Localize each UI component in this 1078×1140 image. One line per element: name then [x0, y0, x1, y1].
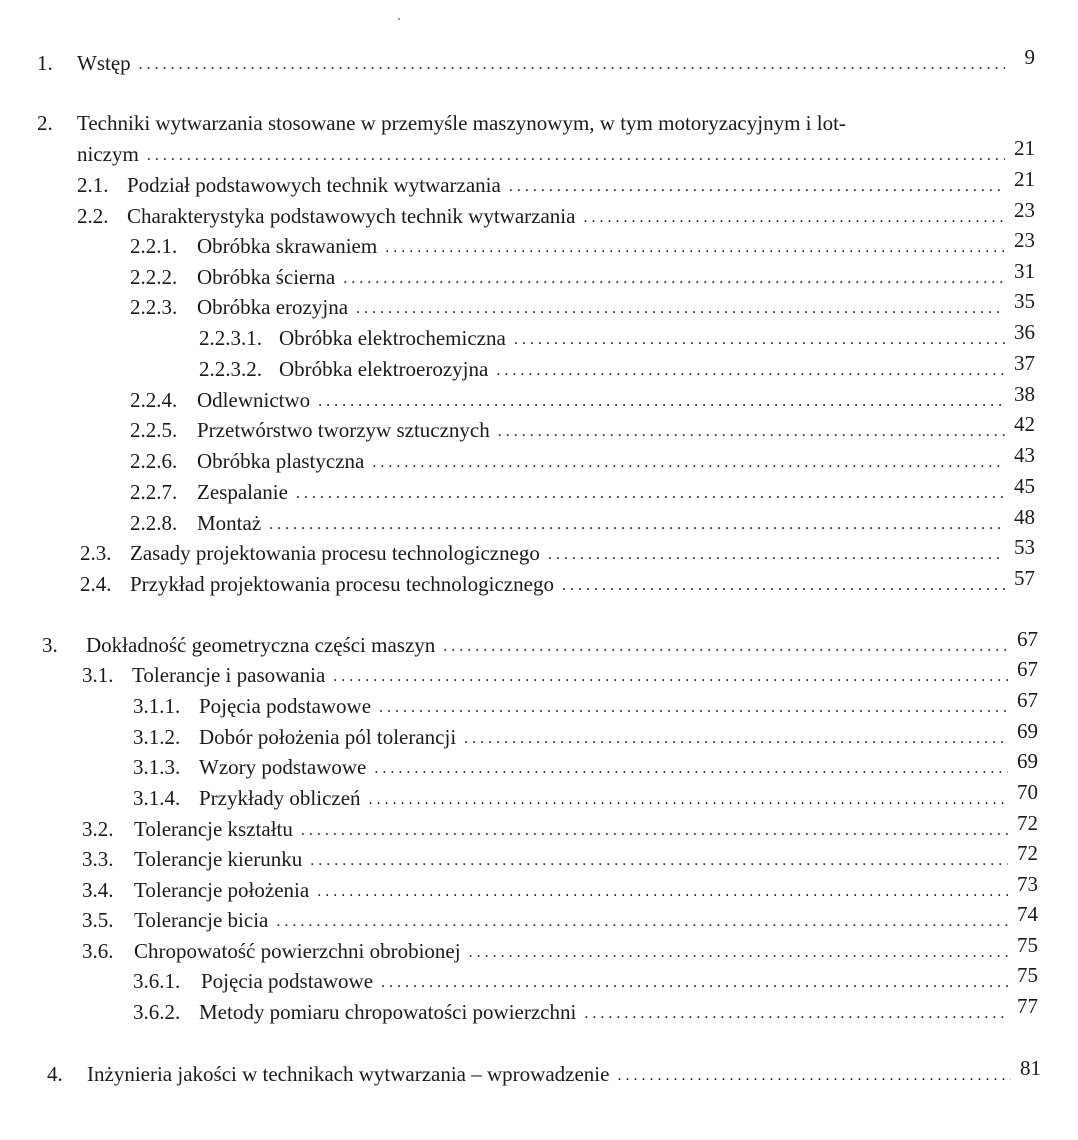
- toc-entry-number: 3.1.: [82, 663, 114, 687]
- dot-leader: [296, 481, 1005, 507]
- toc-entry-number: 3.6.: [82, 939, 114, 963]
- toc-entry-title: Montaż: [197, 511, 262, 535]
- toc-entry-title: Obróbka skrawaniem: [197, 234, 378, 258]
- toc-entry-number: 3.2.: [82, 817, 114, 841]
- toc-entry-page: 73: [1017, 872, 1038, 896]
- toc-entry-title: Techniki wytwarzania stosowane w przemyśle maszynowym, w tym motoryzacyjnym i lot-: [77, 111, 846, 135]
- toc-entry-number: 2.2.7.: [130, 480, 178, 504]
- toc-entry-3-1-4: [133, 780, 1038, 814]
- dot-leader: [583, 205, 1005, 231]
- toc-entry-page: 74: [1017, 902, 1038, 926]
- toc-entry-page: 69: [1017, 749, 1038, 773]
- toc-entry-title: Tolerancje bicia: [134, 908, 269, 932]
- toc-entry-2-2-3-2: [199, 351, 1035, 385]
- toc-entry-number: 2.2.4.: [130, 388, 178, 412]
- toc-entry-2-3: [80, 535, 1035, 569]
- toc-entry-page: 69: [1017, 719, 1038, 743]
- dot-leader: [374, 756, 1008, 782]
- toc-entry-1: [37, 45, 1035, 79]
- dot-leader: [509, 174, 1005, 200]
- toc-entry-title: Dobór położenia pól tolerancji: [199, 725, 457, 749]
- toc-entry-number: 2.2.6.: [130, 449, 178, 473]
- toc-entry-number: 1.: [37, 51, 53, 75]
- toc-entry-page: 57: [1014, 566, 1035, 590]
- dot-leader: [498, 419, 1005, 445]
- toc-entry-2-2-6: [130, 443, 1035, 477]
- toc-entry-title: Obróbka erozyjna: [197, 295, 349, 319]
- toc-entry-3-1: [82, 657, 1038, 691]
- toc-entry-2-2: [77, 198, 1035, 232]
- toc-entry-page: 72: [1017, 811, 1038, 835]
- dot-leader: [356, 296, 1005, 322]
- dot-leader: [514, 327, 1005, 353]
- toc-entry-title: Wstęp: [77, 51, 131, 75]
- dot-leader: [381, 970, 1008, 996]
- toc-entry-page: 53: [1014, 535, 1035, 559]
- dot-leader: [372, 450, 1005, 476]
- toc-entry-2-1: [77, 167, 1035, 201]
- toc-entry-2-line2: [77, 136, 1035, 170]
- dot-leader: [464, 726, 1008, 752]
- toc-entry-number: 2.2.5.: [130, 418, 178, 442]
- dot-leader: [379, 695, 1008, 721]
- dot-leader: [333, 664, 1008, 690]
- toc-entry-number: 3.1.2.: [133, 725, 181, 749]
- toc-entry-page: 38: [1014, 382, 1035, 406]
- dot-leader: [548, 542, 1005, 568]
- toc-entry-2-2-4: [130, 382, 1035, 416]
- toc-entry-title: Pojęcia podstawowe: [199, 694, 372, 718]
- toc-entry-page: 75: [1017, 933, 1038, 957]
- dot-leader: [310, 848, 1008, 874]
- toc-entry-3-1-3: [133, 749, 1038, 783]
- toc-entry-page: 43: [1014, 443, 1035, 467]
- toc-entry-title: Dokładność geometryczna części maszyn: [86, 633, 436, 657]
- toc-entry-page: 81: [1020, 1056, 1041, 1080]
- toc-entry-title: Przykład projektowania procesu technologicznego: [130, 572, 554, 596]
- toc-entry-2-2-3-1: [199, 320, 1035, 354]
- dot-leader: [301, 818, 1008, 844]
- toc-entry-number: 2.2.: [77, 204, 109, 228]
- toc-entry-3-3: [82, 841, 1038, 875]
- toc-entry-number: 2.2.3.2.: [199, 357, 262, 381]
- toc-entry-number: 3.6.1.: [133, 969, 181, 993]
- dot-leader: [617, 1063, 1011, 1089]
- toc-entry-page: 77: [1017, 994, 1038, 1018]
- toc-entry-2-2-3: [130, 289, 1035, 323]
- toc-entry-title: Obróbka elektrochemiczna: [279, 326, 506, 350]
- toc-entry-page: 70: [1017, 780, 1038, 804]
- toc-entry-page: 67: [1017, 657, 1038, 681]
- toc-entry-page: 21: [1014, 136, 1035, 160]
- toc-entry-page: 45: [1014, 474, 1035, 498]
- toc-entry-3-5: [82, 902, 1038, 936]
- toc-entry-title: Przetwórstwo tworzyw sztucznych: [197, 418, 490, 442]
- toc-entry-number: 2.: [37, 111, 53, 135]
- dot-leader: [443, 634, 1008, 660]
- toc-entry-number: 2.3.: [80, 541, 112, 565]
- dot-leader: [317, 879, 1008, 905]
- toc-entry-title: Pojęcia podstawowe: [201, 969, 374, 993]
- toc-entry-2-2-5: [130, 412, 1035, 446]
- toc-entry-number: 3.: [42, 633, 58, 657]
- toc-entry-number: 3.4.: [82, 878, 114, 902]
- toc-entry-title: Charakterystyka podstawowych technik wytwarzania: [127, 204, 576, 228]
- toc-entry-3-6: [82, 933, 1038, 967]
- dot-leader: [318, 389, 1005, 415]
- dot-leader: [584, 1001, 1008, 1027]
- dot-leader: [139, 52, 1005, 78]
- toc-entry-2-2-1: [130, 228, 1035, 262]
- toc-entry-2-2-7: [130, 474, 1035, 508]
- toc-entry-title: Obróbka ścierna: [197, 265, 336, 289]
- toc-entry-title: Tolerancje i pasowania: [132, 663, 326, 687]
- toc-entry-page: 23: [1014, 198, 1035, 222]
- toc-entry-number: 2.2.3.: [130, 295, 178, 319]
- toc-entry-page: 67: [1017, 627, 1038, 651]
- toc-entry-number: 2.4.: [80, 572, 112, 596]
- toc-entry-title: Metody pomiaru chropowatości powierzchni: [199, 1000, 577, 1024]
- dot-leader: [562, 573, 1005, 599]
- toc-entry-4: [47, 1056, 1041, 1090]
- toc-entry-number: 2.2.1.: [130, 234, 178, 258]
- toc-entry-number: 4.: [47, 1062, 63, 1086]
- toc-entry-3-1-1: [133, 688, 1038, 722]
- toc-entry-page: 21: [1014, 167, 1035, 191]
- toc-entry-3-4: [82, 872, 1038, 906]
- toc-entry-page: 72: [1017, 841, 1038, 865]
- toc-entry-number: 3.1.3.: [133, 755, 181, 779]
- toc-entry-title: Zasady projektowania procesu technologicznego: [130, 541, 540, 565]
- toc-entry-title: Przykłady obliczeń: [199, 786, 361, 810]
- toc-entry-page: 75: [1017, 963, 1038, 987]
- dot-leader: [276, 909, 1008, 935]
- toc-entry-title: Odlewnictwo: [197, 388, 311, 412]
- toc-entry-title-continued: niczym: [77, 142, 139, 166]
- toc-entry-2-4: [80, 566, 1035, 600]
- toc-entry-number: 3.1.4.: [133, 786, 181, 810]
- toc-entry-page: 35: [1014, 289, 1035, 313]
- toc-entry-title: Wzory podstawowe: [199, 755, 367, 779]
- toc-entry-3-2: [82, 811, 1038, 845]
- toc-entry-3: [42, 627, 1038, 661]
- toc-entry-page: 36: [1014, 320, 1035, 344]
- toc-entry-page: 23: [1014, 228, 1035, 252]
- toc-entry-title: Podział podstawowych technik wytwarzania: [127, 173, 501, 197]
- toc-entry-title: Chropowatość powierzchni obrobionej: [134, 939, 461, 963]
- toc-entry-title: Tolerancje kształtu: [134, 817, 293, 841]
- toc-entry-3-6-1: [133, 963, 1038, 997]
- toc-entry-number: 2.2.3.1.: [199, 326, 262, 350]
- dot-leader: [343, 266, 1005, 292]
- toc-entry-title: Zespalanie: [197, 480, 288, 504]
- toc-entry-number: 2.2.8.: [130, 511, 178, 535]
- scan-speck: [398, 18, 400, 20]
- toc-entry-page: 31: [1014, 259, 1035, 283]
- dot-leader: [369, 787, 1008, 813]
- toc-entry-number: 2.2.2.: [130, 265, 178, 289]
- dot-leader: [147, 143, 1005, 169]
- toc-entry-page: 37: [1014, 351, 1035, 375]
- toc-entry-page: 42: [1014, 412, 1035, 436]
- dot-leader: [469, 940, 1008, 966]
- toc-entry-title: Tolerancje położenia: [134, 878, 310, 902]
- toc-entry-2-line1: [37, 110, 846, 136]
- toc-entry-title: Inżynieria jakości w technikach wytwarzania – wprowadzenie: [87, 1062, 610, 1086]
- toc-entry-2-2-8: [130, 505, 1035, 539]
- toc-entry-number: 3.1.1.: [133, 694, 181, 718]
- toc-entry-3-6-2: [133, 994, 1038, 1028]
- toc-entry-page: 48: [1014, 505, 1035, 529]
- toc-entry-number: 3.3.: [82, 847, 114, 871]
- toc-entry-title: Tolerancje kierunku: [134, 847, 303, 871]
- toc-entry-number: 3.6.2.: [133, 1000, 181, 1024]
- toc-entry-3-1-2: [133, 719, 1038, 753]
- dot-leader: [385, 235, 1005, 261]
- toc-entry-2-2-2: [130, 259, 1035, 293]
- toc-entry-title: Obróbka elektroerozyjna: [279, 357, 489, 381]
- toc-entry-number: 3.5.: [82, 908, 114, 932]
- dot-leader: [269, 512, 1005, 538]
- toc-entry-number: 2.1.: [77, 173, 109, 197]
- dot-leader: [496, 358, 1005, 384]
- toc-entry-page: 9: [1024, 45, 1035, 69]
- toc-entry-title: Obróbka plastyczna: [197, 449, 365, 473]
- toc-entry-page: 67: [1017, 688, 1038, 712]
